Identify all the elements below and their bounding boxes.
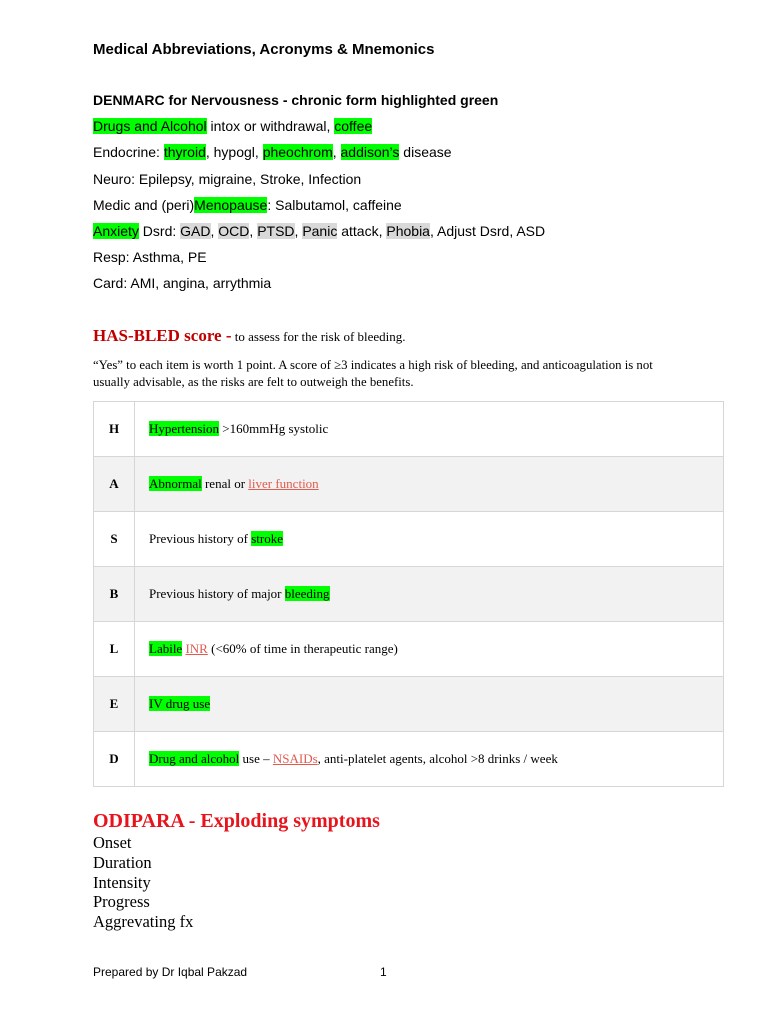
table-row [94,622,724,677]
plain-text: (<60% of time in therapeutic range) [207,641,398,656]
plain-text: , anti-platelet agents, alcohol >8 drinks / week [317,751,558,766]
list-item: Onset [93,833,132,852]
plain-text: use – [239,751,273,766]
highlight-text: Labile [149,641,183,656]
coffee-highlight: coffee [334,118,373,135]
highlight-text: Drug and alcohol [149,751,240,766]
drugs-highlight: Drugs and Alcohol [93,118,207,135]
hasbled-title: HAS-BLED score - [93,326,232,345]
denmarc-anxiety-line [93,218,545,244]
endocrine-label: Endocrine: [93,144,164,161]
denmarc-drugs-line [93,113,545,139]
phobia-highlight: Phobia [386,223,430,240]
denmarc-heading: DENMARC for Nervousness - chronic form highlighted green [93,92,499,108]
denmarc-resp-line: Resp: Asthma, PE [93,249,207,266]
highlight-text: IV drug use [149,696,211,711]
menopause-highlight: Menopause [194,196,268,213]
table-row [94,457,724,512]
denmarc-neuro-line: Neuro: Epilepsy, migraine, Stroke, Infection [93,170,362,187]
list-item: Duration [93,852,152,872]
row-key: E [94,677,135,732]
footer-author: Prepared by Dr Iqbal Pakzad [93,965,248,979]
list-item: Progress [93,892,150,912]
row-value [135,457,724,512]
plain-text: Previous history of [149,531,252,546]
plain-text: renal or [201,476,249,491]
highlight-text: Hypertension [149,421,220,436]
table-row [94,677,724,732]
plain-text: >160mmHg systolic [219,421,329,436]
dsrd-text: Dsrd: [138,223,181,240]
row-key: A [94,457,135,512]
denmarc-section [93,87,545,297]
page-title: Medical Abbreviations, Acronyms & Mnemonics [93,41,435,58]
liver-function-link[interactable]: liver function [248,476,319,491]
medic-rest-text: : Salbutamol, caffeine [267,196,402,213]
adjust-text: , Adjust Dsrd, ASD [429,223,546,240]
thyroid-highlight: thyroid [163,144,206,161]
table-row [94,402,724,457]
addisons-highlight: addison’s [340,144,400,161]
ptsd-highlight: PTSD [257,223,295,240]
panic-highlight: Panic [302,223,338,240]
row-value [135,402,724,457]
table-row [94,732,724,787]
attack-text: attack, [337,223,387,240]
row-value [135,732,724,787]
comma-text: , [294,223,303,240]
odipara-title: ODIPARA - Exploding symptoms [93,810,380,832]
denmarc-card-line: Card: AMI, angina, arrythmia [93,275,272,292]
pheochrom-highlight: pheochrom [262,144,333,161]
row-value [135,567,724,622]
ocd-highlight: OCD [218,223,250,240]
hasbled-heading [93,326,406,346]
hypogl-text: , hypogl, [205,144,263,161]
list-item: Intensity [93,872,151,892]
anxiety-highlight: Anxiety [93,223,139,240]
hasbled-description: “Yes” to each item is worth 1 point. A score of ≥3 indicates a high risk of bleeding, and anticoagulation is not usually advisable, as the risks are felt to outweigh the benefits. [93,358,653,389]
drugs-text: intox or withdrawal, [206,118,335,135]
disease-text: disease [399,144,452,161]
page-number: 1 [380,965,387,979]
odipara-section [93,809,380,932]
row-key: B [94,567,135,622]
row-value [135,677,724,732]
table-row [94,567,724,622]
gad-highlight: GAD [180,223,211,240]
hasbled-subtitle: to assess for the risk of bleeding. [231,329,406,344]
hasbled-table [93,401,724,787]
list-item: Aggrevating fx [93,912,194,932]
highlight-text: stroke [251,531,283,546]
table-row [94,512,724,567]
denmarc-medic-line [93,192,545,218]
medic-text: Medic and (peri) [93,196,195,213]
plain-text: Previous history of major [149,586,285,601]
row-value [135,512,724,567]
denmarc-endocrine-line [93,139,545,165]
highlight-text: Abnormal [149,476,202,491]
row-key: D [94,732,135,787]
row-key: S [94,512,135,567]
row-value [135,622,724,677]
nsaids-link[interactable]: NSAIDs [272,751,318,766]
row-key: L [94,622,135,677]
inr-link[interactable]: INR [185,641,208,656]
highlight-text: bleeding [284,586,330,601]
row-key: H [94,402,135,457]
comma-text: , [332,144,341,161]
comma-text: , [210,223,219,240]
comma-text: , [249,223,258,240]
